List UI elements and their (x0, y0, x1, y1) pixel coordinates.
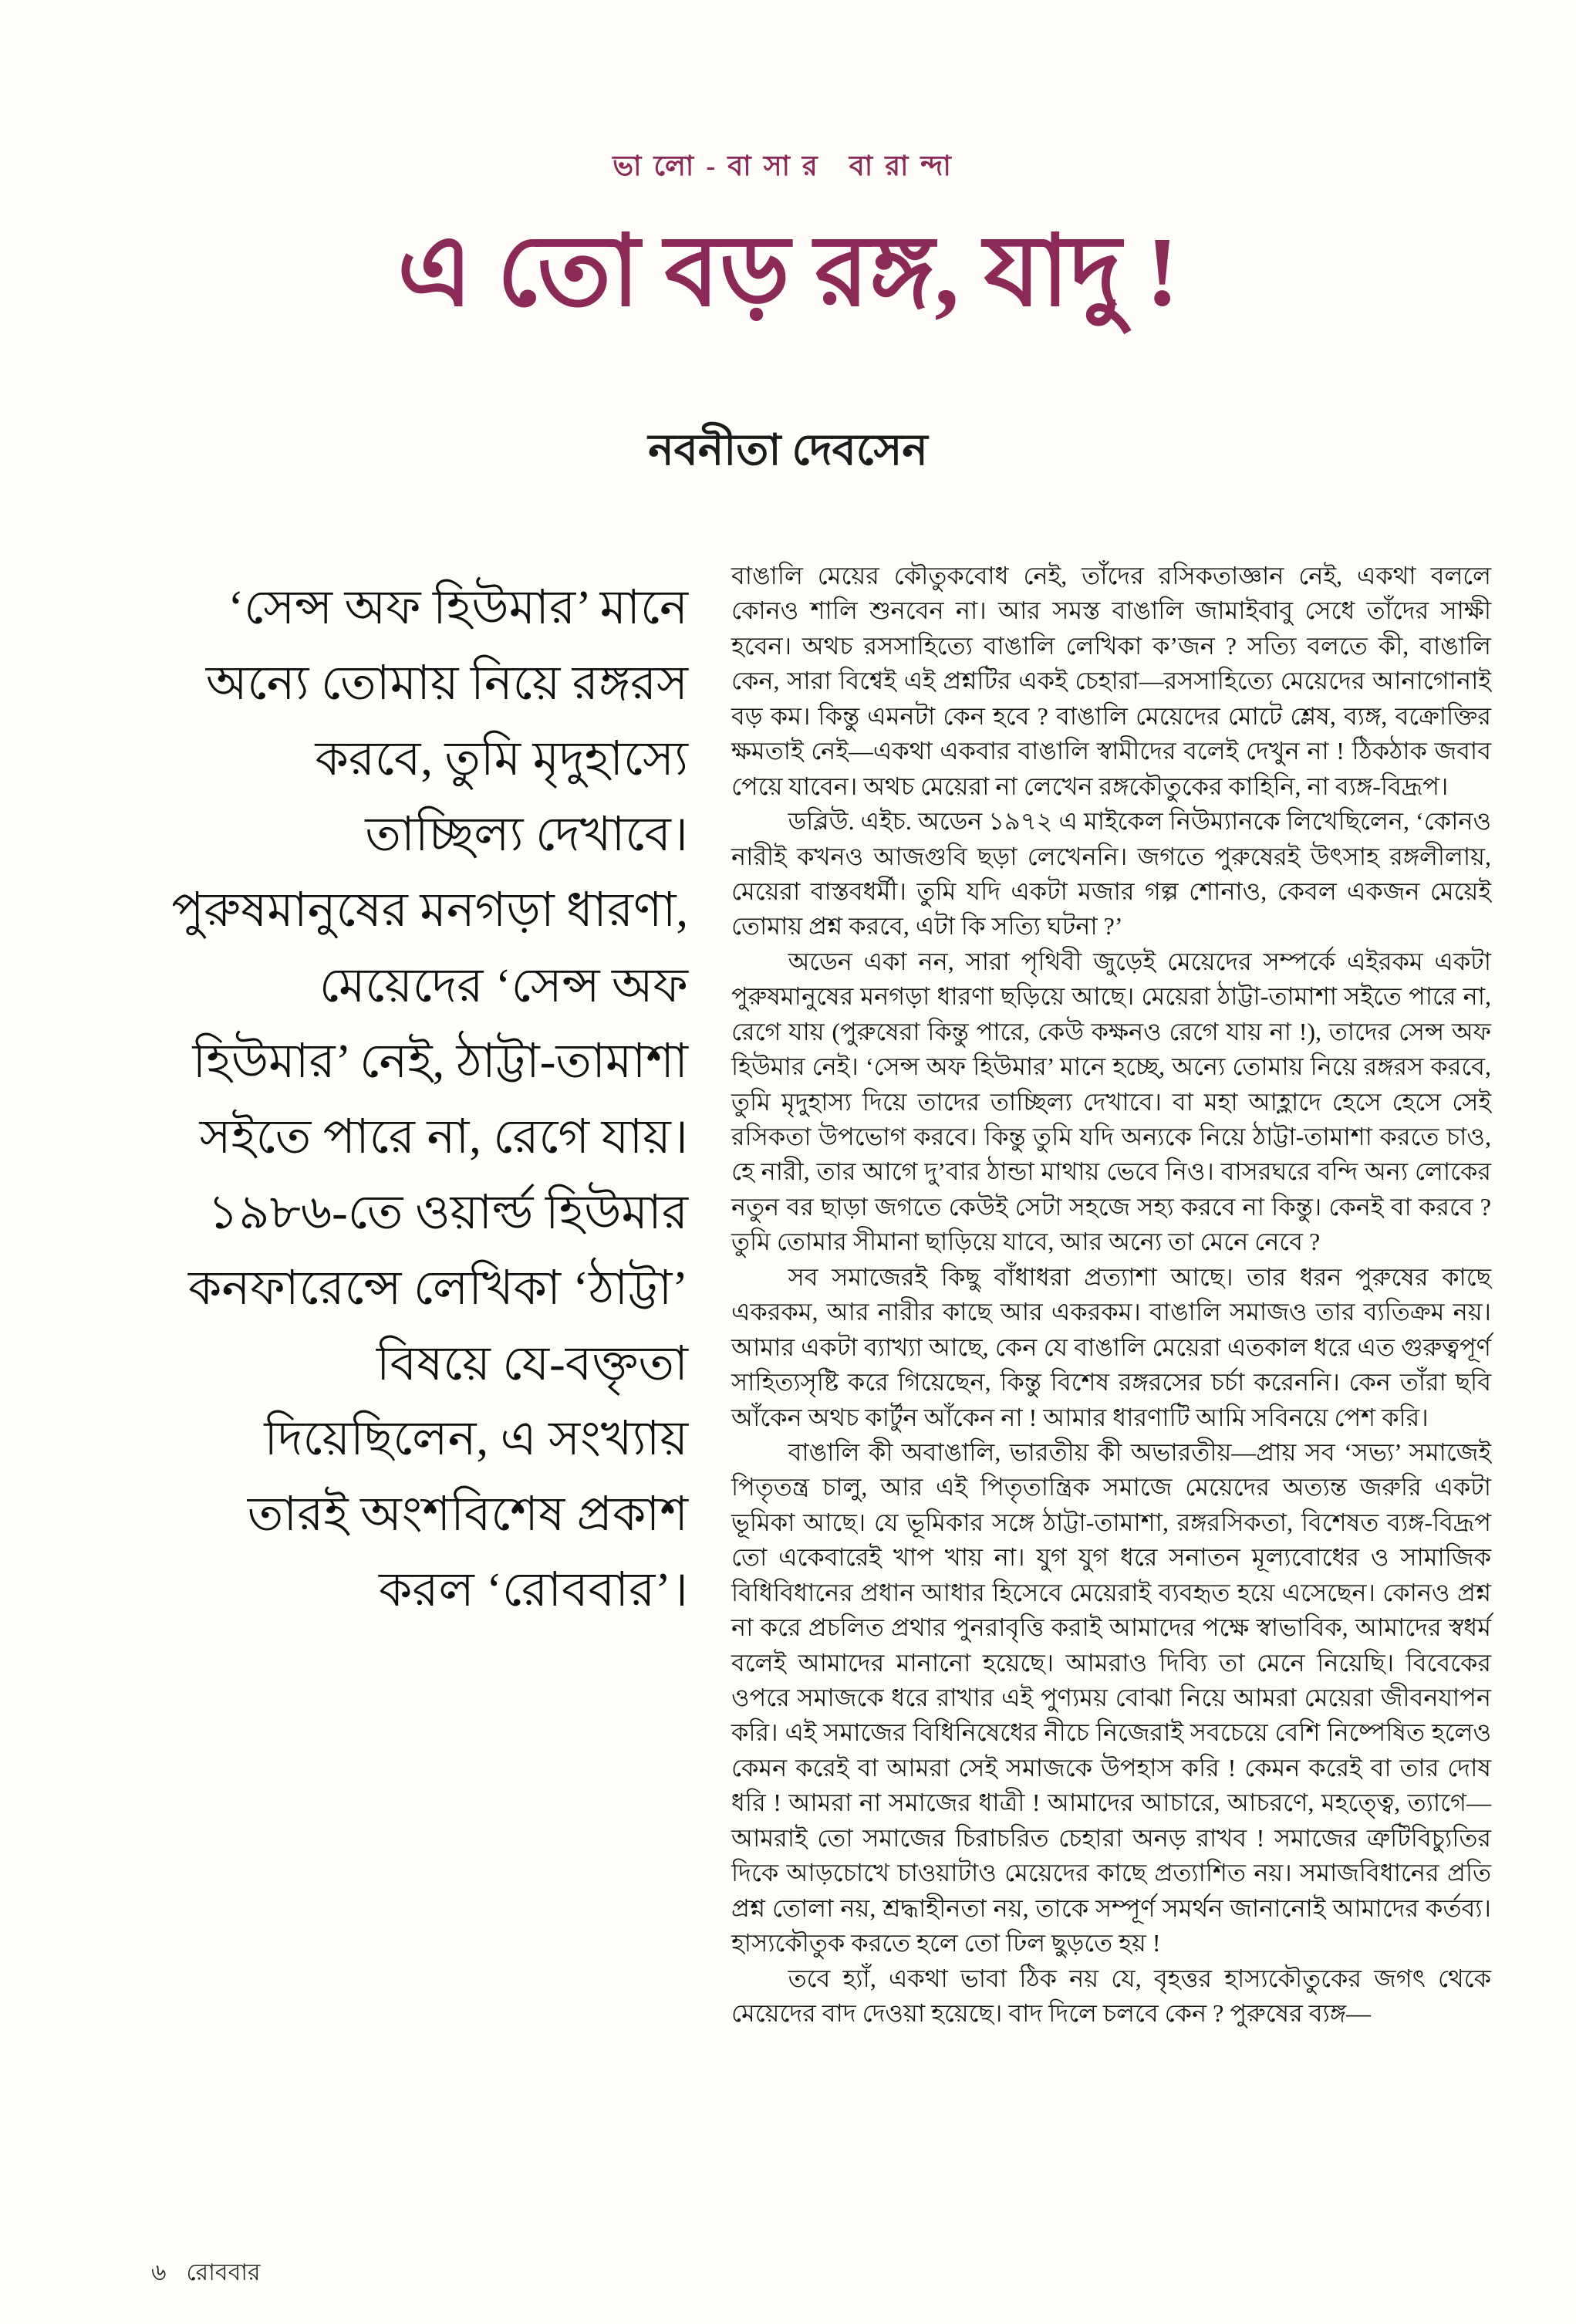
article-body (164, 559, 1491, 2031)
paragraph: সব সমাজেরই কিছু বাঁধাধরা প্রত্যাশা আছে। তার ধরন পুরুষের কাছে একরকম, আর নারীর কাছে আর একরকম। বাঙালি সমাজও তার ব্যতিক্রম নয়। আমার একটা ব্যাখ্যা আছে, কেন যে বাঙালি মেয়েরা এতকাল ধরে এত গুরুত্বপূর্ণ সাহিত্যসৃষ্টি করে গিয়েছেন, কিন্তু বিশেষ রঙ্গরসের চর্চা করেননি। কেন তাঁরা ছবি আঁকেন অথচ কার্টুন আঁকেন না ! আমার ধারণাটি আমি সবিনয়ে পেশ করি। (731, 1262, 1491, 1431)
page-number: ৬ (151, 2260, 167, 2285)
paragraph: তবে হ্যাঁ, একথা ভাবা ঠিক নয় যে, বৃহত্তর হাস্যকৌতুকের জগৎ থেকে মেয়েদের বাদ দেওয়া হয়েছে। বাদ দিলে চলবে কেন ? পুরুষের ব্যঙ্গ— (731, 1964, 1491, 2027)
pull-quote: ‘সেন্স অফ হিউমার’ মানে অন্যে তোমায় নিয়ে রঙ্গরস করবে, তুমি মৃদুহাস্যে তাচ্ছিল্য দেখাবে। পুরুষমানুষের মনগড়া ধারণা, মেয়েদের ‘সেন্স অফ হিউমার’ নেই, ঠাট্টা-তামাশা সইতে পারে না, রেগে যায়। ১৯৮৬-তে ওয়ার্ল্ড হিউমার কনফারেন্সে লেখিকা ‘ঠাট্টা’ বিষয়ে যে-বক্তৃতা দিয়েছিলেন, এ সংখ্যায় তারই অংশবিশেষ প্রকাশ করল ‘রোববার’। (171, 582, 688, 1617)
section-kicker: ভালো-বাসার বারান্দা (613, 150, 963, 181)
paragraph: ডব্লিউ. এইচ. অডেন ১৯৭২ এ মাইকেল নিউম্যানকে লিখেছিলেন, ‘কোনও নারীই কখনও আজগুবি ছড়া লেখেননি। জগতে পুরুষেরই উৎসাহ রঙ্গলীলায়, মেয়েরা বাস্তবধর্মী। তুমি যদি একটা মজার গল্প শোনাও, কেবল একজন মেয়েই তোমায় প্রশ্ন করবে, এটা কি সত্যি ঘটনা ?’ (731, 807, 1491, 941)
paragraph: অডেন একা নন, সারা পৃথিবী জুড়েই মেয়েদের সম্পর্কে এইরকম একটা পুরুষমানুষের মনগড়া ধারণা ছড়িয়ে আছে। মেয়েরা ঠাট্টা-তামাশা সইতে পারে না, রেগে যায় (পুরুষেরা কিন্তু পারে, কেউ কক্ষনও রেগে যায় না !), তাদের সেন্স অফ হিউমার নেই। ‘সেন্স অফ হিউমার’ মানে হচ্ছে, অন্যে তোমায় নিয়ে রঙ্গরস করবে, তুমি মৃদুহাস্য দিয়ে তাদের তাচ্ছিল্য দেখাবে। বা মহা আহ্লাদে হেসে হেসে সেই রসিকতা উপভোগ করবে। কিন্তু তুমি যদি অন্যকে নিয়ে ঠাট্টা-তামাশা করতে চাও, হে নারী, তার আগে দু’বার ঠান্ডা মাথায় ভেবে নিও। বাসরঘরে বন্দি অন্য লোকের নতুন বর ছাড়া জগতে কেউই সেটা সহজে সহ্য করবে না কিন্তু। কেনই বা করবে ? তুমি তোমার সীমানা ছাড়িয়ে যাবে, আর অন্যে তা মেনে নেবে ? (731, 947, 1491, 1256)
body-text-column (731, 559, 1491, 2031)
paragraph: বাঙালি কী অবাঙালি, ভারতীয় কী অভারতীয়—প্রায় সব ‘সভ্য’ সমাজেই পিতৃতন্ত্র চালু, আর এই পিতৃতান্ত্রিক সমাজে মেয়েদের অত্যন্ত জরুরি একটা ভূমিকা আছে। যে ভূমিকার সঙ্গে ঠাট্টা-তামাশা, রঙ্গরসিকতা, বিশেষত ব্যঙ্গ-বিদ্রূপ তো একেবারেই খাপ খায় না। যুগ যুগ ধরে সনাতন মূল্যবোধের ও সামাজিক বিধিবিধানের প্রধান আধার হিসেবে মেয়েরাই ব্যবহৃত হয়ে এসেছেন। কোনও প্রশ্ন না করে প্রচলিত প্রথার পুনরাবৃত্তি করাই আমাদের পক্ষে স্বাভাবিক, আমাদের স্বধর্ম বলেই আমাদের মানানো হয়েছে। আমরাও দিব্যি তা মেনে নিয়েছি। বিবেকের ওপরে সমাজকে ধরে রাখার এই পুণ্যময় বোঝা নিয়ে আমরা মেয়েরা জীবনযাপন করি। এই সমাজের বিধিনিষেধের নীচে নিজেরাই সবচেয়ে বেশি নিষ্পেষিত হলেও কেমন করেই বা আমরা সেই সমাজকে উপহাস করি ! কেমন করেই বা তার দোষ ধরি ! আমরা না সমাজের ধাত্রী ! আমাদের আচারে, আচরণে, মহত্ত্বে, ত্যাগে—আমরাই তো সমাজের চিরাচরিত চেহারা অনড় রাখব ! সমাজের ত্রুটিবিচ্যুতির দিকে আড়চোখে চাওয়াটাও মেয়েদের কাছে প্রত্যাশিত নয়। সমাজবিধানের প্রতি প্রশ্ন তোলা নয়, শ্রদ্ধাহীনতা নয়, তাকে সম্পূর্ণ সমর্থন জানানোই আমাদের কর্তব্য। হাস্যকৌতুক করতে হলে তো ঢিল ছুড়তে হয় ! (731, 1437, 1491, 1957)
magazine-name: রোববার (186, 2260, 261, 2285)
article-title: এ তো বড় রঙ্গ, যাদু ! (397, 217, 1179, 326)
paragraph: বাঙালি মেয়ের কৌতুকবোধ নেই, তাঁদের রসিকতাজ্ঞান নেই, একথা বললে কোনও শালি শুনবেন না। আর সমস্ত বাঙালি জামাইবাবু সেধে তাঁদের সাক্ষী হবেন। অথচ রসসাহিত্যে বাঙালি লেখিকা ক’জন ? সত্যি বলতে কী, বাঙালি কেন, সারা বিশ্বেই এই প্রশ্নটির একই চেহারা—রসসাহিত্যে মেয়েদের আনাগোনাই বড় কম। কিন্তু এমনটা কেন হবে ? বাঙালি মেয়েদের মোটে শ্লেষ, ব্যঙ্গ, বক্রোক্তির ক্ষমতাই নেই—একথা একবার বাঙালি স্বামীদের বলেই দেখুন না ! ঠিকঠাক জবাব পেয়ে যাবেন। অথচ মেয়েরা না লেখেন রঙ্গকৌতুকের কাহিনি, না ব্যঙ্গ-বিদ্রূপ। (731, 562, 1491, 800)
page-footer (151, 2254, 261, 2293)
author-name: নবনীতা দেবসেন (648, 427, 928, 475)
